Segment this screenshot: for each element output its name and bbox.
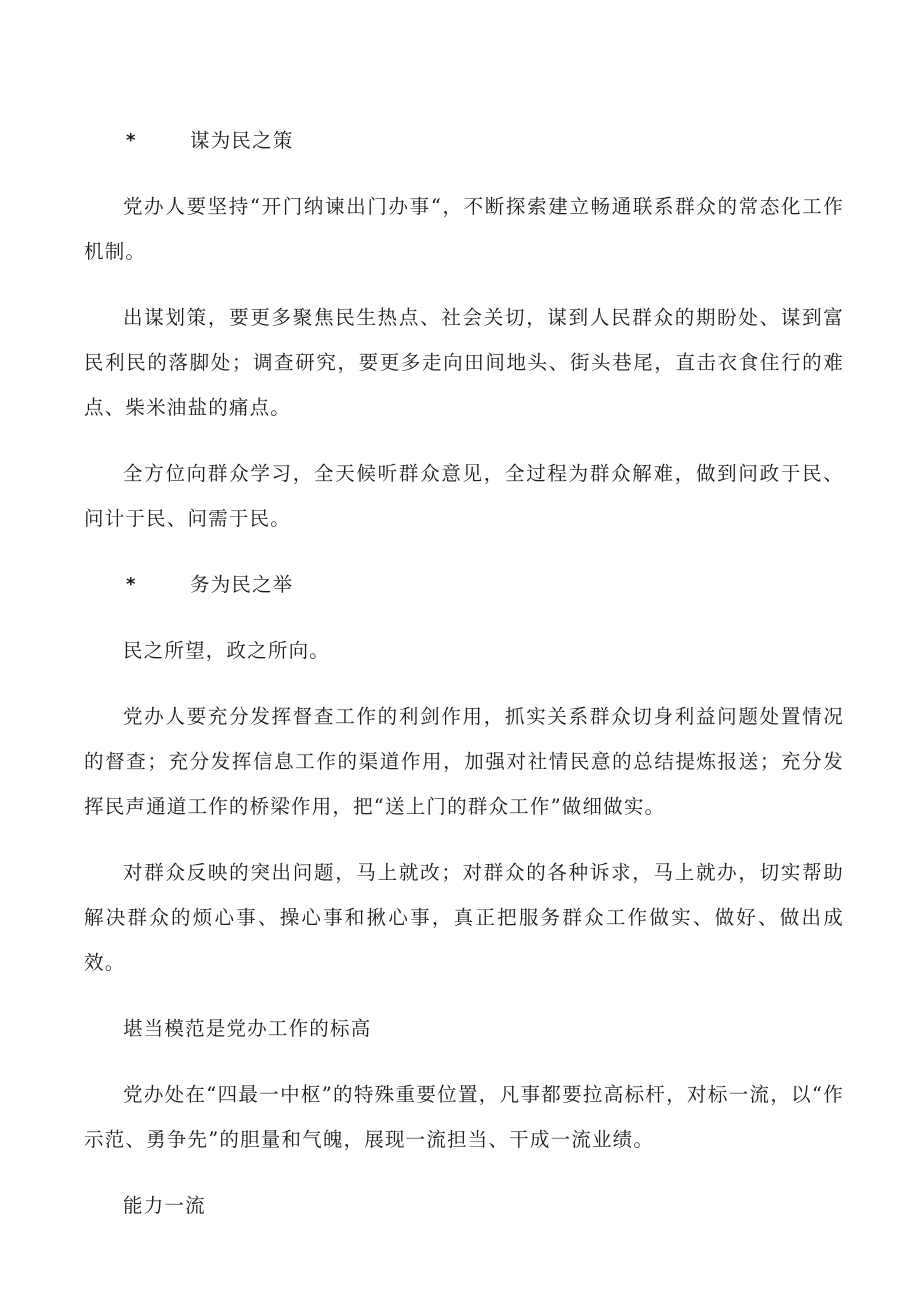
paragraph: 出谋划策，要更多聚焦民生热点、社会关切，谋到人民群众的期盼处、谋到富民利民的落脚处；调查研究，要更多走向田间地头、街头巷尾，直击衣食住行的难点、柴米油盐的痛点。 [84, 306, 844, 419]
paragraph: 党办人要坚持“开门纳谏出门办事“，不断探索建立畅通联系群众的常态化工作机制。 [84, 195, 844, 263]
paragraph: 对群众反映的突出问题，马上就改；对群众的各种诉求，马上就办，切实帮助解决群众的烦心事、操心事和揪心事，真正把服务群众工作做实、做好、做出成效。 [84, 861, 844, 974]
asterisk-bullet-icon: * [126, 574, 137, 595]
subheading-model: 堪当模范是党办工作的标高 [123, 1017, 372, 1040]
paragraph: 民之所望，政之所向。 [123, 639, 331, 662]
section-heading-action [84, 562, 844, 607]
subheading-ability: 能力一流 [123, 1194, 206, 1217]
paragraph: 全方位向群众学习，全天候听群众意见，全过程为群众解难，做到问政于民、问计于民、问需于民。 [84, 462, 844, 530]
asterisk-bullet-icon: * [126, 130, 137, 151]
section-heading-text: 谋为民之策 [190, 129, 294, 152]
section-heading-plan [84, 118, 844, 163]
document-body [84, 118, 844, 1249]
section-heading-text: 务为民之举 [190, 573, 294, 596]
paragraph: 党办处在“四最一中枢”的特殊重要位置，凡事都要拉高标杆，对标一流，以“作示范、勇争先”的胆量和气魄，展现一流担当、干成一流业绩。 [84, 1083, 844, 1151]
paragraph: 党办人要充分发挥督查工作的利剑作用，抓实关系群众切身利益问题处置情况的督查；充分发挥信息工作的渠道作用，加强对社情民意的总结提炼报送；充分发挥民声通道工作的桥梁作用，把“送上门的群众工作”做细做实。 [84, 705, 844, 818]
